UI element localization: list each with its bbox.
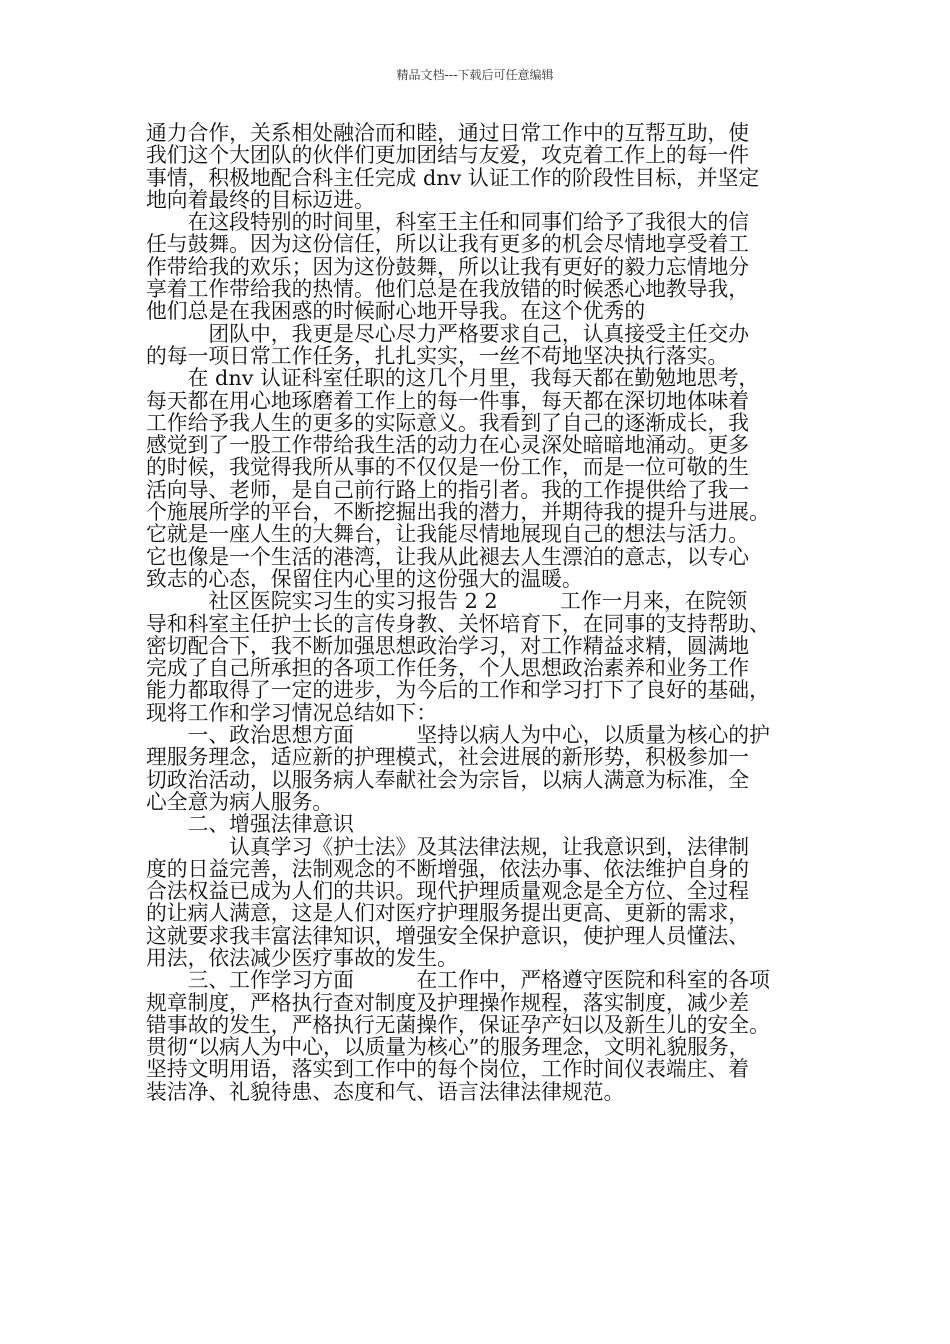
text-line: 工作给予我人生的更多的实际意义。我看到了自己的逐渐成长，我 [146,410,750,435]
text-line: 导和科室主任护士长的言传身教、关怀培育下，在同事的支持帮助、 [146,611,770,636]
text-line: 的让病人满意，这是人们对医疗护理服务提出更高、更新的需求， [146,901,750,926]
text-line: 地向着最终的目标迈进。 [146,187,375,212]
text-line: 我们这个大团队的伙伴们更加团结与友爱，攻克着工作上的每一件 [146,143,750,168]
text-line: 密切配合下，我不断加强思想政治学习，对工作精益求精，圆满地 [146,633,750,658]
text-line: 作带给我的欢乐；因为这份鼓舞，所以让我有更好的毅力忘情地分 [146,254,750,279]
body-text [146,122,812,1103]
text-line: 能力都取得了一定的进步，为今后的工作和学习打下了良好的基础， [146,678,770,703]
text-line: 用法，依法减少医疗事故的发生。 [146,945,458,970]
text-line: 在这段特别的时间里，科室王主任和同事们给予了我很大的信 [146,210,750,235]
text-line: 完成了自己所承担的各项工作任务，个人思想政治素养和业务工作 [146,656,750,681]
text-line: 感觉到了一股工作带给我生活的动力在心灵深处暗暗地涌动。更多 [146,433,750,458]
text-line: 贯彻“以病人为中心，以质量为核心”的服务理念，文明礼貌服务， [146,1035,750,1060]
text-line: 三、工作学习方面 在工作中，严格遵守医院和科室的各项 [146,968,770,993]
text-line: 一、政治思想方面 坚持以病人为中心，以质量为核心的护 [146,723,770,748]
text-line: 它也像是一个生活的港湾，让我从此褪去人生漂泊的意志，以专心 [146,544,750,569]
text-line: 事情，积极地配合科主任完成 dnv 认证工作的阶段性目标，并坚定 [146,165,760,190]
page-header: 精品文档---下载后可任意编辑 [396,68,554,82]
text-line: 度的日益完善，法制观念的不断增强，依法办事、依法维护自身的 [146,856,750,881]
text-line: 在 dnv 认证科室任职的这几个月里，我每天都在勤勉地思考， [146,366,760,391]
text-line: 切政治活动，以服务病人奉献社会为宗旨，以病人满意为标准，全 [146,767,750,792]
text-line: 社区医院实习生的实习报告 2 2 工作一月来，在院领 [146,589,748,614]
text-line: 理服务理念，适应新的护理模式，社会进展的新形势，积极参加一 [146,745,750,770]
text-line: 坚持文明用语，落实到工作中的每个岗位，工作时间仪表端庄、着 [146,1057,750,1082]
text-line: 个施展所学的平台，不断挖掘出我的潜力，并期待我的提升与进展。 [146,500,770,525]
text-line: 认真学习《护士法》及其法律法规，让我意识到，法律制 [146,834,750,859]
text-line: 心全意为病人服务。 [146,789,334,814]
text-line: 致志的心态，保留住内心里的这份强大的温暖。 [146,566,583,591]
text-line: 规章制度，严格执行查对制度及护理操作规程，落实制度，减少差 [146,990,750,1015]
text-line: 团队中，我更是尽心尽力严格要求自己，认真接受主任交办 [146,321,750,346]
text-line: 每天都在用心地琢磨着工作上的每一件事，每天都在深切地体味着 [146,388,750,413]
text-line: 它就是一座人生的大舞台，让我能尽情地展现自己的想法与活力。 [146,522,750,547]
text-line: 享着工作带给我的热情。他们总是在我放错的时候悉心地教导我， [146,277,750,302]
text-line: 任与鼓舞。因为这份信任，所以让我有更多的机会尽情地享受着工 [146,232,750,257]
text-line: 错事故的发生，严格执行无菌操作，保证孕产妇以及新生儿的安全。 [146,1012,770,1037]
text-line: 二、增强法律意识 [146,812,354,837]
text-line: 这就要求我丰富法律知识，增强安全保护意识，使护理人员懂法、 [146,923,750,948]
text-line: 装洁净、礼貌待患、态度和气、语言法律法律规范。 [146,1079,625,1104]
text-line: 的每一项日常工作任务，扎扎实实，一丝不苟地坚决执行落实。 [146,343,729,368]
text-line: 他们总是在我困惑的时候耐心地开导我。在这个优秀的 [146,299,646,324]
text-line: 的时候，我觉得我所从事的不仅仅是一份工作，而是一位可敬的生 [146,455,750,480]
text-line: 现将工作和学习情况总结如下： [146,700,438,725]
text-line: 通力合作，关系相处融洽而和睦，通过日常工作中的互帮互助，使 [146,121,750,145]
text-line: 合法权益已成为人们的共识。现代护理质量观念是全方位、全过程 [146,879,750,904]
text-line: 活向导、老师，是自己前行路上的指引者。我的工作提供给了我一 [146,477,750,502]
